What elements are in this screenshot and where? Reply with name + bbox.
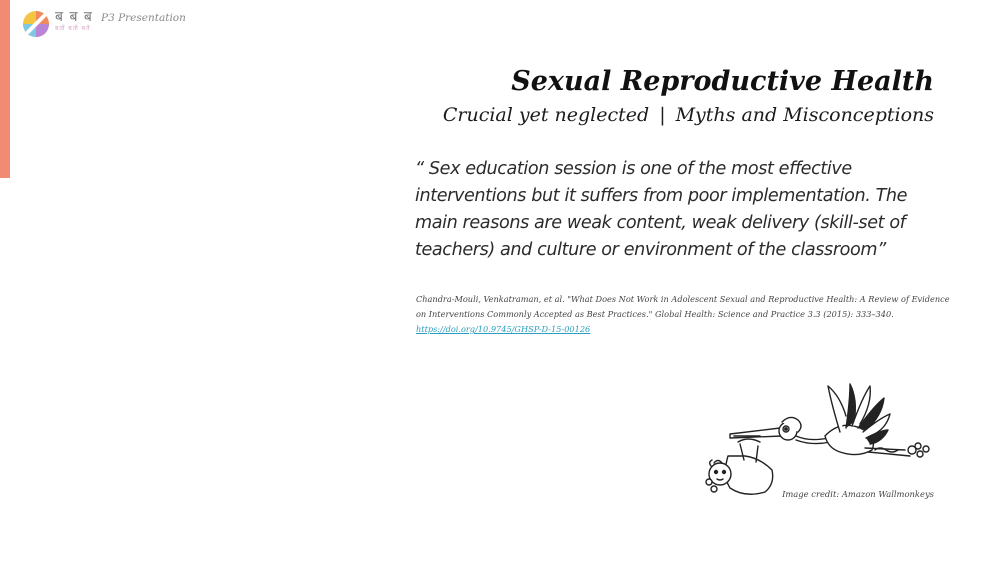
citation-text: Chandra-Mouli, Venkatraman, et al. "What Does Not Work in Adolescent Sexual and Reproductive Health: A Review of Evidence on Interventions Commonly Accepted as Best Practices." Global Health: Science and Practice 3.3 (2015): 333–340. bbox=[416, 294, 950, 319]
presentation-label: P3 Presentation bbox=[101, 12, 186, 24]
slide-title: Sexual Reproductive Health bbox=[511, 66, 934, 97]
slide-subtitle bbox=[443, 104, 934, 126]
stork-illustration bbox=[700, 376, 935, 501]
subtitle-right: Myths and Misconceptions bbox=[675, 104, 934, 126]
logo-tagline: बतों बतों बतें bbox=[55, 25, 91, 32]
citation-link[interactable]: https://doi.org/10.9745/GHSP-D-15-00126 bbox=[416, 324, 591, 334]
subtitle-left: Crucial yet neglected bbox=[442, 104, 650, 126]
logo-icon bbox=[22, 10, 50, 38]
image-credit: Image credit: Amazon Wallmonkeys bbox=[782, 489, 934, 499]
citation bbox=[416, 292, 956, 337]
accent-bar bbox=[0, 0, 10, 178]
quote-text: “ Sex education session is one of the most effective interventions but it suffers from poor implementation. The main reasons are weak content, weak delivery (skill-set of teachers) and culture or environment of the classroom” bbox=[415, 159, 908, 260]
brand-logo[interactable] bbox=[22, 10, 93, 38]
logo-wordmark: ब ब ब bbox=[55, 9, 93, 25]
subtitle-separator: | bbox=[659, 104, 666, 126]
